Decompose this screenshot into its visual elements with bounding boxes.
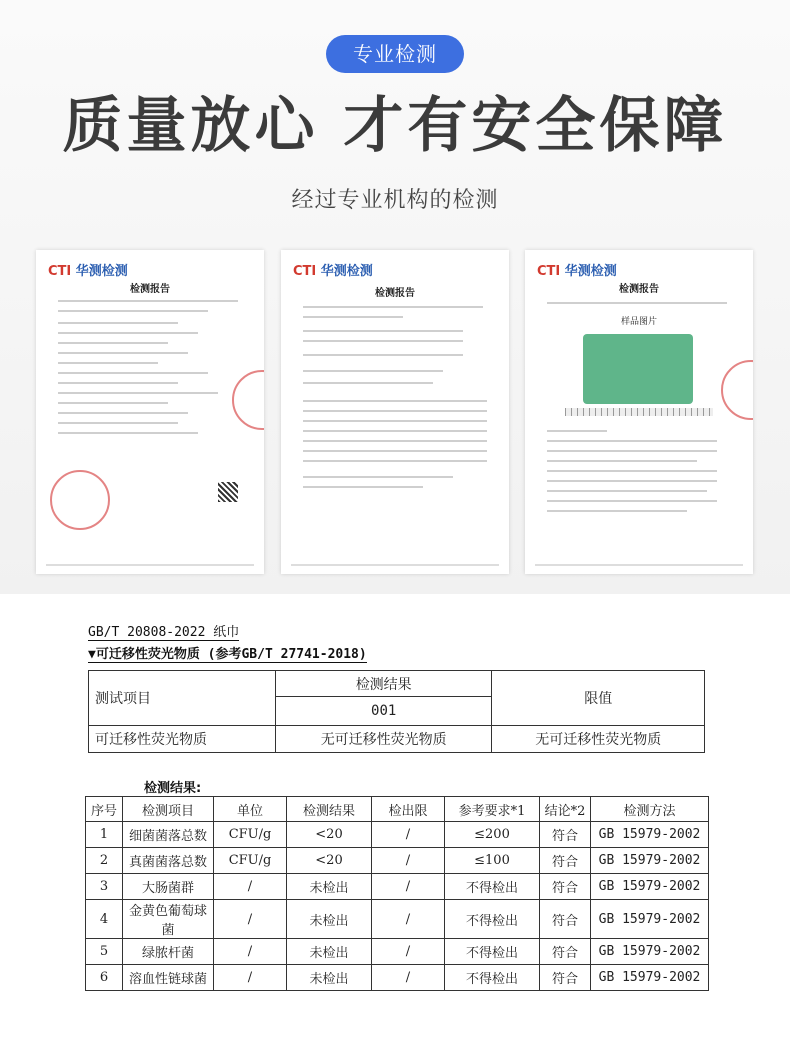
fluorescence-table xyxy=(88,670,705,753)
table-row xyxy=(86,848,709,874)
cell: CFU/g xyxy=(214,848,287,874)
cti-logo: CTI 华测检测 xyxy=(48,264,128,279)
header-result: 检测结果 xyxy=(275,671,492,697)
header-limit: 限值 xyxy=(492,671,705,726)
col-header: 参考要求*1 xyxy=(445,797,540,822)
cell: 5 xyxy=(86,939,123,965)
seal-stamp xyxy=(232,370,264,430)
cell: GB 15979-2002 xyxy=(591,874,709,900)
cell: 符合 xyxy=(540,939,591,965)
cell: 溶血性链球菌 xyxy=(123,965,214,991)
cell: GB 15979-2002 xyxy=(591,822,709,848)
ruler xyxy=(565,408,713,416)
cell: / xyxy=(214,874,287,900)
col-header: 检测项目 xyxy=(123,797,214,822)
cell: / xyxy=(214,965,287,991)
certificate-page-3 xyxy=(525,250,753,574)
results-table xyxy=(85,796,709,991)
cell: 1 xyxy=(86,822,123,848)
cell: 4 xyxy=(86,900,123,939)
cell: GB 15979-2002 xyxy=(591,848,709,874)
category-badge: 专业检测 xyxy=(326,35,464,73)
cell: 符合 xyxy=(540,900,591,939)
cell: ≤200 xyxy=(445,822,540,848)
certificate-title: 检测报告 xyxy=(619,284,659,295)
table-row xyxy=(86,965,709,991)
cell: 绿脓杆菌 xyxy=(123,939,214,965)
cell: 不得检出 xyxy=(445,965,540,991)
cell: / xyxy=(214,900,287,939)
item-heading: ▼可迁移性荧光物质 (参考GB/T 27741-2018) xyxy=(88,643,367,663)
table-row xyxy=(86,822,709,848)
seal-stamp xyxy=(721,360,753,420)
cell: GB 15979-2002 xyxy=(591,965,709,991)
cell: 符合 xyxy=(540,822,591,848)
cell: 符合 xyxy=(540,965,591,991)
page-subtitle: 经过专业机构的检测 xyxy=(291,188,499,213)
col-header: 检出限 xyxy=(372,797,445,822)
cell: 不得检出 xyxy=(445,874,540,900)
cell: 3 xyxy=(86,874,123,900)
cell: <20 xyxy=(287,848,372,874)
cell: 细菌菌落总数 xyxy=(123,822,214,848)
cell: 未检出 xyxy=(287,939,372,965)
header-test-item: 测试项目 xyxy=(89,671,276,726)
cell: / xyxy=(372,848,445,874)
cell: 符合 xyxy=(540,874,591,900)
cell: / xyxy=(372,874,445,900)
cell: 真菌菌落总数 xyxy=(123,848,214,874)
cell: GB 15979-2002 xyxy=(591,900,709,939)
certificate-page-2 xyxy=(281,250,509,574)
cell: GB 15979-2002 xyxy=(591,939,709,965)
col-header: 检测方法 xyxy=(591,797,709,822)
col-header: 单位 xyxy=(214,797,287,822)
col-header: 结论*2 xyxy=(540,797,591,822)
cti-logo: CTI 华测检测 xyxy=(293,264,373,279)
cell: 未检出 xyxy=(287,874,372,900)
cell: 不得检出 xyxy=(445,900,540,939)
cell: 金黄色葡萄球菌 xyxy=(123,900,214,939)
table-row xyxy=(86,874,709,900)
cell: / xyxy=(372,900,445,939)
col-header: 检测结果 xyxy=(287,797,372,822)
cell: 大肠菌群 xyxy=(123,874,214,900)
cell: 未检出 xyxy=(287,965,372,991)
certificate-page-1 xyxy=(36,250,264,574)
cell: 2 xyxy=(86,848,123,874)
cell: / xyxy=(372,822,445,848)
seal-stamp xyxy=(50,470,110,530)
sample-number: 001 xyxy=(275,697,492,726)
qr-code xyxy=(218,482,238,502)
table-row xyxy=(86,939,709,965)
table-row xyxy=(86,900,709,939)
cell: 符合 xyxy=(540,848,591,874)
cell: 6 xyxy=(86,965,123,991)
results-title: 检测结果: xyxy=(144,781,202,796)
row-item: 可迁移性荧光物质 xyxy=(89,726,276,753)
sample-photo-caption: 样品图片 xyxy=(620,317,657,327)
cell: / xyxy=(372,939,445,965)
cti-logo: CTI 华测检测 xyxy=(537,264,617,279)
certificate-title: 检测报告 xyxy=(130,284,170,295)
row-limit: 无可迁移性荧光物质 xyxy=(492,726,705,753)
cell: ≤100 xyxy=(445,848,540,874)
page-headline: 质量放心 才有安全保障 xyxy=(62,91,728,161)
sample-photo xyxy=(583,334,693,404)
cell: 未检出 xyxy=(287,900,372,939)
row-result: 无可迁移性荧光物质 xyxy=(275,726,492,753)
cell: 不得检出 xyxy=(445,939,540,965)
certificate-title: 检测报告 xyxy=(375,288,415,299)
standard-reference: GB/T 20808-2022 纸巾 xyxy=(88,621,239,641)
cell: <20 xyxy=(287,822,372,848)
cell: / xyxy=(214,939,287,965)
cell: / xyxy=(372,965,445,991)
col-header: 序号 xyxy=(86,797,123,822)
cell: CFU/g xyxy=(214,822,287,848)
